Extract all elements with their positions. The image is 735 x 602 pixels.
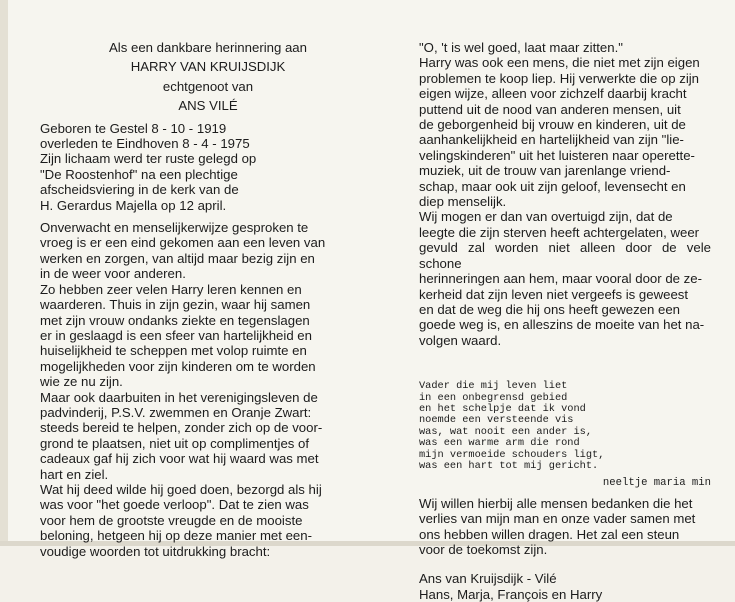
text-line: ons hebben willen dragen. Het zal een steun <box>419 526 680 542</box>
bio-line: Geboren te Gestel 8 - 10 - 1919 <box>40 120 227 136</box>
text-line: vroeg is er een eind gekomen aan een leven van <box>40 235 326 251</box>
spouse-label: echtgenoot van <box>162 78 254 94</box>
text-line: verlies van mijn man en onze vader samen met <box>419 511 696 527</box>
text-line: Wij willen hierbij alle mensen bedanken die het <box>419 495 693 511</box>
bio-line: Zijn lichaam werd ter ruste gelegd op <box>40 151 257 167</box>
text-line: "O, 't is wel goed, laat maar zitten." <box>419 40 623 55</box>
text-line: cadeaux gaf hij zich voor wat hij waard was met <box>40 451 319 467</box>
text-line: herinneringen aan hem, maar vooral door de ze- <box>419 271 702 287</box>
text-line: gevuld zal worden niet alleen door de vele schone <box>419 240 711 271</box>
poem-line: was, wat nooit een ander is, <box>419 425 593 438</box>
intro-line: Als een dankbare herinnering aan <box>109 40 307 55</box>
right-paragraph-1 <box>419 40 711 209</box>
poem-author: neeltje maria min <box>602 477 711 490</box>
bio-line: "De Roostenhof" na een plechtige <box>40 166 238 182</box>
paragraph-1 <box>40 220 376 282</box>
text-line: was voor "het goede verloop". Dat te zien was <box>40 497 309 513</box>
text-line: beloning, hetgeen hij op deze manier met een- <box>40 528 312 544</box>
bio-line: overleden te Eindhoven 8 - 4 - 1975 <box>40 136 250 152</box>
poem-line: Vader die mij leven liet <box>419 380 568 393</box>
text-line: schap, maar ook uit zijn geloof, levensecht en <box>419 178 686 194</box>
poem-line: mijn vermoeide schouders ligt, <box>419 448 605 461</box>
text-line: en dat de weg die hij ons heeft gewezen een <box>419 301 681 317</box>
text-line: diep menselijk. <box>419 194 507 210</box>
text-line: in de weer voor anderen. <box>40 266 186 282</box>
text-line: Onverwacht en menselijkerwijze gesproken te <box>40 220 309 236</box>
text-line: met zijn vrouw ondanks ziekte en tegenslagen <box>40 312 310 328</box>
paragraph-2 <box>40 282 376 390</box>
bio-line: H. Gerardus Majella op 12 april. <box>40 197 227 213</box>
poem-line: noemde een versteende vis <box>419 414 574 427</box>
text-line: Zo hebben zeer velen Harry leren kennen en <box>40 281 302 297</box>
text-line: Harry was ook een mens, die niet met zijn eigen <box>419 55 700 71</box>
text-line: goede weg is, en alleszins de moeite van het na- <box>419 317 705 333</box>
paragraph-4 <box>40 482 376 559</box>
paragraph-3 <box>40 390 376 482</box>
text-line: velingskinderen" uit het luisteren naar operette- <box>419 147 695 163</box>
text-line: wie ze nu zijn. <box>40 374 123 390</box>
text-line: voor hem de grootste vreugde en de mooiste <box>40 512 303 528</box>
right-column <box>419 40 711 602</box>
spouse-name: ANS VILÉ <box>178 98 238 114</box>
text-line: grond te plaatsen, niet uit op complimentjes of <box>40 435 310 451</box>
text-line: muziek, uit de trouw van jarenlange vriend- <box>419 163 671 179</box>
text-line: de geborgenheid bij vrouw en kinderen, uit de <box>419 117 686 133</box>
right-paragraph-2 <box>419 209 711 348</box>
text-line: padvinderij, P.S.V. zwemmen en Oranje Zwart: <box>40 404 312 420</box>
text-line: kerheid dat zijn leven niet vergeefs is geweest <box>419 286 689 302</box>
text-line: Maar ook daarbuiten in het verenigingsleven de <box>40 389 318 405</box>
text-line: voudige woorden tot uitdrukking bracht: <box>40 543 271 559</box>
text-line: werken en zorgen, van altijd maar bezig zijn en <box>40 250 315 266</box>
poem <box>419 381 711 472</box>
poem-line: en het schelpje dat ik vond <box>419 402 586 415</box>
text-line: waarderen. Thuis in zijn gezin, waar hij samen <box>40 297 311 313</box>
text-line: leegte die zijn sterven heeft achtergelaten, weer <box>419 224 700 240</box>
text-line: mogelijkheden voor zijn kinderen om te worden <box>40 358 316 374</box>
deceased-name: HARRY VAN KRUIJSDIJK <box>130 59 286 75</box>
signature-line: Hans, Marja, François en Harry <box>419 586 603 602</box>
card-left-edge <box>0 0 8 546</box>
text-line: eigen wijze, alleen voor zichzelf daarbij kracht <box>419 86 687 102</box>
text-line: huiselijkheid te scheppen met volop ruimte en <box>40 343 307 359</box>
text-line: volgen waard. <box>419 332 502 348</box>
text-line: problemen te koop liep. Hij verwerkte die op zijn <box>419 70 700 86</box>
text-line: Wij mogen er dan van overtuigd zijn, dat de <box>419 209 673 225</box>
thanks-paragraph <box>419 496 711 558</box>
text-line: aanhankelijkheid en hartelijkheid van zijn "lie- <box>419 132 684 148</box>
poem-line: was een hart tot mij gericht. <box>419 459 599 472</box>
text-line: Wat hij deed wilde hij goed doen, bezorgd als hij <box>40 481 322 497</box>
left-column <box>40 40 376 559</box>
signature-line: Ans van Kruijsdijk - Vilé <box>419 571 557 587</box>
text-line: er in geslaagd is een sfeer van hartelijkheid en <box>40 327 312 343</box>
text-line: voor de toekomst zijn. <box>419 542 548 557</box>
poem-line: in een onbegrensd gebied <box>419 391 568 404</box>
text-line: hart en ziel. <box>40 466 109 482</box>
text-line: steeds bereid te helpen, zonder zich op de voor- <box>40 420 323 436</box>
bio-line: afscheidsviering in de kerk van de <box>40 182 239 198</box>
poem-line: was een warme arm die rond <box>419 437 580 450</box>
signature-block <box>419 571 711 602</box>
bio-block <box>40 121 376 213</box>
text-line: puttend uit de nood van anderen mensen, uit <box>419 101 681 117</box>
